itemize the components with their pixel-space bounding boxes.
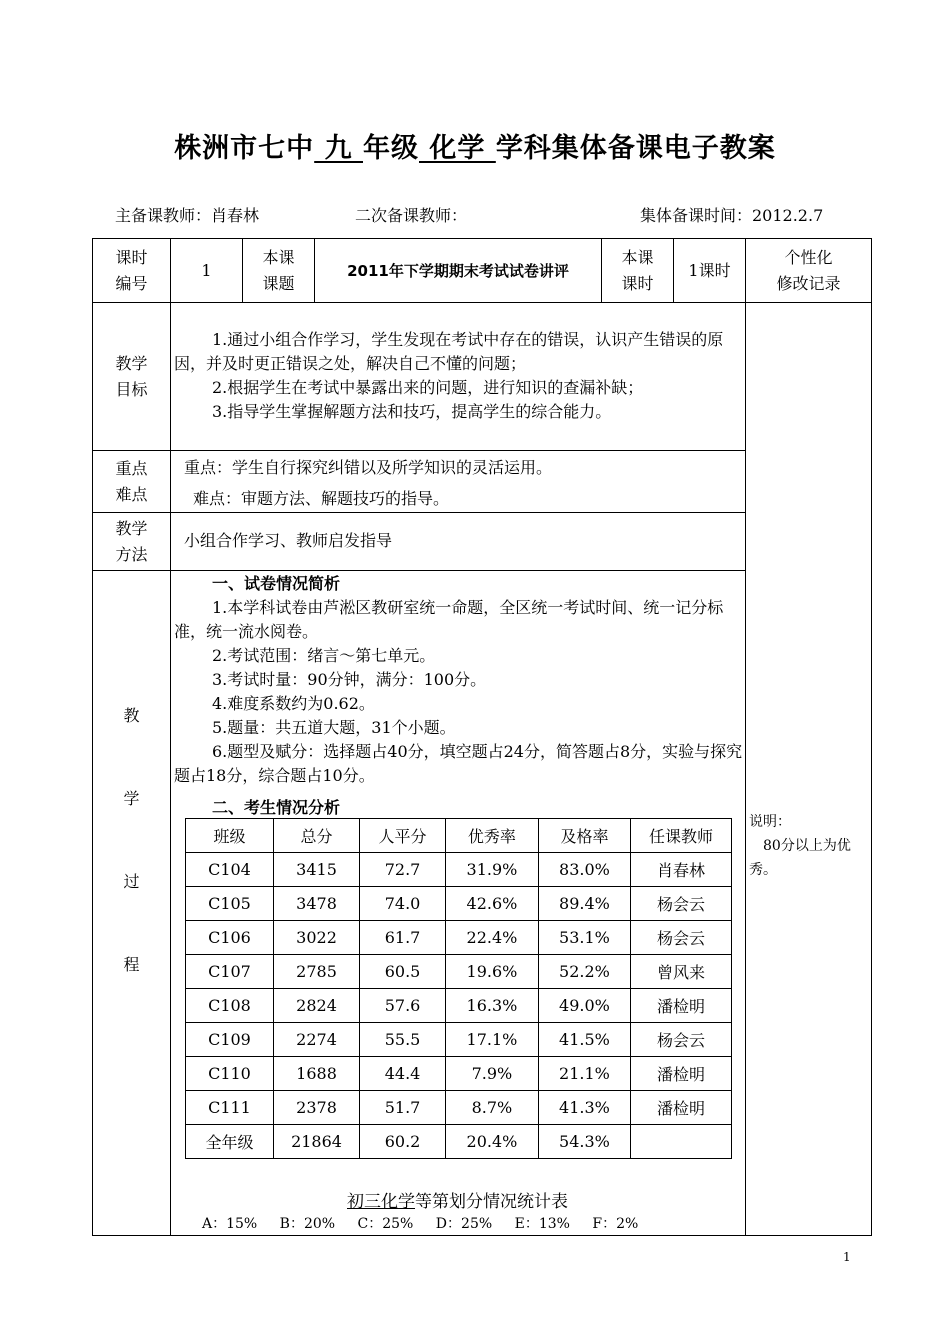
lesson-hours: 1课时 <box>688 260 731 280</box>
scores-table <box>185 818 732 1159</box>
table-cell: 潘检明 <box>630 1091 731 1125</box>
goal-item: 2.根据学生在考试中暴露出来的问题，进行知识的查漏补缺； <box>212 378 644 397</box>
goals-label: 教学 目标 <box>115 353 148 399</box>
table-cell: 2824 <box>273 989 359 1023</box>
table-header-cell: 班级 <box>186 819 274 853</box>
table-row <box>186 989 732 1023</box>
table-row <box>186 1125 732 1159</box>
table-cell: 3415 <box>273 853 359 887</box>
table-cell: C110 <box>186 1057 274 1091</box>
table-cell: 20.4% <box>445 1125 538 1159</box>
exam-info-item: 4.难度系数约为0.62。 <box>212 694 375 713</box>
table-row <box>186 887 732 921</box>
table-row <box>186 921 732 955</box>
table-cell: 52.2% <box>538 955 630 989</box>
lesson-number: 1 <box>201 260 212 280</box>
exam-info-item: 2.考试范围：绪言～第七单元。 <box>212 646 436 665</box>
table-cell: 49.0% <box>538 989 630 1023</box>
table-cell: 16.3% <box>445 989 538 1023</box>
hours-label: 本课 课时 <box>621 247 654 293</box>
stats-title <box>170 1187 745 1212</box>
table-cell: 61.7 <box>360 921 446 955</box>
table-cell: C107 <box>186 955 274 989</box>
table-cell: 57.6 <box>360 989 446 1023</box>
table-cell: 83.0% <box>538 853 630 887</box>
table-cell: 42.6% <box>445 887 538 921</box>
title-subject: 化学 <box>419 133 496 164</box>
page-title <box>0 126 950 165</box>
key-point: 重点：学生自行探究纠错以及所学知识的灵活运用。 <box>184 458 553 477</box>
table-cell: 潘检明 <box>630 989 731 1023</box>
table-cell: 7.9% <box>445 1057 538 1091</box>
process-label-char: 过 <box>123 872 140 891</box>
table-cell: 杨会云 <box>630 921 731 955</box>
table-cell: 55.5 <box>360 1023 446 1057</box>
grid-line <box>92 570 745 571</box>
section2-title: 二、考生情况分析 <box>212 798 341 817</box>
title-grade: 九 <box>314 133 363 164</box>
lesson-number-label: 课时 编号 <box>115 247 148 293</box>
table-cell: 2785 <box>273 955 359 989</box>
table-cell: C105 <box>186 887 274 921</box>
exam-info-item: 3.考试时量：90分钟，满分：100分。 <box>212 670 487 689</box>
exam-info-item: 5.题量：共五道大题，31个小题。 <box>212 718 456 737</box>
table-cell: 3478 <box>273 887 359 921</box>
table-cell: 19.6% <box>445 955 538 989</box>
grid-line <box>871 238 872 1236</box>
table-cell: 60.2 <box>360 1125 446 1159</box>
topic-label: 本课 课题 <box>262 247 295 293</box>
grid-line <box>92 450 745 451</box>
difficult-point: 难点：审题方法、解题技巧的指导。 <box>193 489 450 508</box>
table-cell: C108 <box>186 989 274 1023</box>
table-cell: 全年级 <box>186 1125 274 1159</box>
table-row <box>186 955 732 989</box>
table-row <box>186 1057 732 1091</box>
title-suffix: 学科集体备课电子教案 <box>495 133 776 164</box>
title-school: 株洲市七中 <box>174 133 315 164</box>
lesson-topic: 2011年下学期期末考试试卷讲评 <box>347 261 569 280</box>
table-cell: 44.4 <box>360 1057 446 1091</box>
grid-line <box>92 1235 872 1236</box>
process-label-char: 教 <box>123 706 140 725</box>
table-cell <box>630 1125 731 1159</box>
page-number: 1 <box>843 1250 851 1264</box>
table-cell: 杨会云 <box>630 1023 731 1057</box>
table-header-row <box>186 819 732 853</box>
table-cell: 89.4% <box>538 887 630 921</box>
table-cell: 72.7 <box>360 853 446 887</box>
prep-time: 集体备课时间：2012.2.7 <box>640 206 824 225</box>
table-cell: 53.1% <box>538 921 630 955</box>
table-header-cell: 总分 <box>273 819 359 853</box>
keypoints-label: 重点 难点 <box>115 458 148 504</box>
table-cell: 22.4% <box>445 921 538 955</box>
process-label-char: 程 <box>123 955 140 974</box>
table-cell: C109 <box>186 1023 274 1057</box>
table-cell: 74.0 <box>360 887 446 921</box>
stats-title-rest: 等第划分情况统计表 <box>415 1192 568 1212</box>
method-label: 教学 方法 <box>115 518 148 564</box>
table-header-cell: 人平分 <box>360 819 446 853</box>
process-label-char: 学 <box>123 789 140 808</box>
table-header-cell: 优秀率 <box>445 819 538 853</box>
section1-title: 一、试卷情况简析 <box>212 574 341 593</box>
table-header-cell: 及格率 <box>538 819 630 853</box>
table-header-cell: 任课教师 <box>630 819 731 853</box>
personal-record-label: 个性化 修改记录 <box>776 247 841 293</box>
table-cell: 3022 <box>273 921 359 955</box>
grid-line <box>92 512 745 513</box>
grid-line <box>170 238 171 1236</box>
table-cell: 41.3% <box>538 1091 630 1125</box>
table-cell: C106 <box>186 921 274 955</box>
table-cell: 肖春林 <box>630 853 731 887</box>
table-cell: 1688 <box>273 1057 359 1091</box>
grid-line <box>92 302 872 303</box>
table-cell: 60.5 <box>360 955 446 989</box>
table-cell: 54.3% <box>538 1125 630 1159</box>
goal-item: 3.指导学生掌握解题方法和技巧，提高学生的综合能力。 <box>212 402 612 421</box>
exam-info-item: 1.本学科试卷由芦淞区教研室统一命题，全区统一考试时间、统一记分标准，统一流水阅卷。 <box>174 598 724 641</box>
grade-distribution: A：15% B：20% C：25% D：25% E：13% F：2% <box>202 1216 639 1232</box>
table-cell: 2274 <box>273 1023 359 1057</box>
table-cell: 21864 <box>273 1125 359 1159</box>
method-text: 小组合作学习、教师启发指导 <box>184 531 393 550</box>
table-cell: 潘检明 <box>630 1057 731 1091</box>
table-cell: 31.9% <box>445 853 538 887</box>
table-row <box>186 1091 732 1125</box>
note-box <box>749 810 869 882</box>
table-cell: C111 <box>186 1091 274 1125</box>
note-text: 80分以上为优秀。 <box>749 838 851 878</box>
exam-info-item: 6.题型及赋分：选择题占40分，填空题占24分，简答题占8分，实验与探究题占18分，综合题占10分。 <box>174 742 743 785</box>
table-cell: 2378 <box>273 1091 359 1125</box>
main-teacher: 主备课教师：肖春林 <box>115 206 260 225</box>
section1-list <box>174 596 744 788</box>
table-cell: 41.5% <box>538 1023 630 1057</box>
title-grade-word: 年级 <box>363 133 419 164</box>
table-cell: 杨会云 <box>630 887 731 921</box>
grid-line <box>745 238 746 1236</box>
table-cell: 17.1% <box>445 1023 538 1057</box>
table-cell: C104 <box>186 853 274 887</box>
goal-item: 1.通过小组合作学习，学生发现在考试中存在的错误，认识产生错误的原因，并及时更正错误之处，解决自己不懂的问题； <box>174 330 724 373</box>
stats-title-underlined: 初三化学 <box>347 1192 415 1212</box>
table-cell: 8.7% <box>445 1091 538 1125</box>
second-teacher: 二次备课教师： <box>355 206 468 225</box>
table-row <box>186 853 732 887</box>
table-row <box>186 1023 732 1057</box>
goals-content <box>174 328 744 424</box>
table-cell: 51.7 <box>360 1091 446 1125</box>
table-cell: 21.1% <box>538 1057 630 1091</box>
table-cell: 曾风来 <box>630 955 731 989</box>
note-label: 说明： <box>749 814 791 830</box>
